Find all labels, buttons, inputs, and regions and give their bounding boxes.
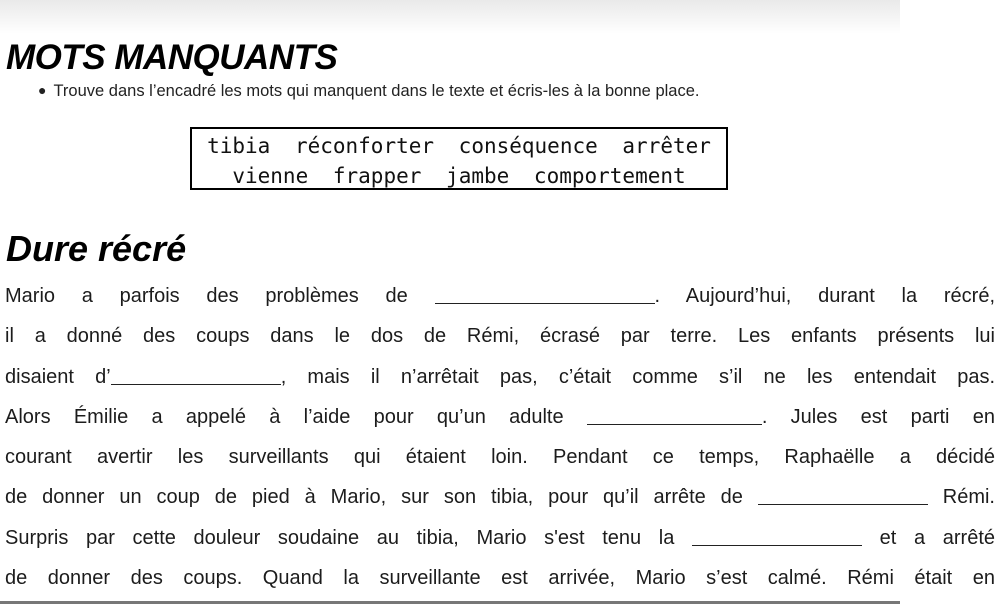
story-text-segment: de donner un coup de pied à Mario, sur son tibia, pour qu’il arrête de — [5, 486, 743, 509]
story-text-segment: . Aujourd’hui, durant la récré, — [654, 285, 995, 307]
story-text-segment: , mais il n’arrêtait pas, c’était comme s’il ne les entendait pas. — [280, 365, 995, 388]
blank-input-4[interactable] — [758, 484, 928, 505]
word-bank-word: tibia — [207, 134, 271, 158]
word-bank-word: arrêter — [622, 134, 711, 158]
top-shadow — [0, 0, 900, 34]
word-bank-word: réconforter — [294, 134, 435, 158]
word-bank-word: vienne — [232, 164, 309, 188]
story-line-8: de donner des coups. Quand la surveillante est arrivée, Mario s’est calmé. Rémi était en — [5, 567, 995, 590]
blank-input-3[interactable] — [587, 404, 762, 425]
blank-input-5[interactable] — [692, 525, 862, 546]
story-line-7 — [5, 523, 995, 563]
word-bank-word: jambe — [446, 164, 510, 188]
story-text-segment: Mario a parfois des problèmes de — [5, 285, 408, 307]
story-title: Dure récré — [6, 228, 187, 269]
story-line-2: il a donné des coups dans le dos de Rémi, écrasé par terre. Les enfants présents lui — [5, 325, 995, 348]
word-bank-box — [190, 127, 728, 190]
story-text-segment: Surpris par cette douleur soudaine au tibia, Mario s'est tenu la — [5, 526, 675, 549]
word-bank-row-2 — [192, 161, 726, 191]
story-text-segment: Rémi. — [942, 486, 995, 509]
bullet-icon: ● — [38, 82, 47, 98]
story-text-segment: . Jules est parti en — [761, 405, 995, 428]
blank-input-2[interactable] — [111, 364, 281, 385]
section-title: MOTS MANQUANTS — [6, 38, 338, 77]
story-line-1 — [5, 281, 995, 321]
blank-input-1[interactable] — [435, 283, 655, 304]
word-bank-word: conséquence — [458, 134, 598, 158]
word-bank-row-1 — [192, 131, 726, 161]
instruction-text: Trouve dans l’encadré les mots qui manquent dans le texte et écris-les à la bonne place. — [53, 82, 700, 100]
story-line-5: courant avertir les surveillants qui étaient loin. Pendant ce temps, Raphaëlle a décidé — [5, 446, 995, 469]
story-text-segment: disaient d’ — [5, 365, 111, 388]
instruction-line — [38, 82, 699, 101]
story-text-segment: et a arrêté — [879, 526, 995, 549]
story-line-6 — [5, 482, 995, 522]
story-text-segment: Alors Émilie a appelé à l’aide pour qu’un adulte — [5, 405, 564, 428]
word-bank-word: comportement — [533, 164, 686, 188]
story-line-4 — [5, 402, 995, 442]
story-text — [5, 281, 995, 601]
word-bank-word: frapper — [332, 164, 422, 188]
story-line-3 — [5, 362, 995, 402]
